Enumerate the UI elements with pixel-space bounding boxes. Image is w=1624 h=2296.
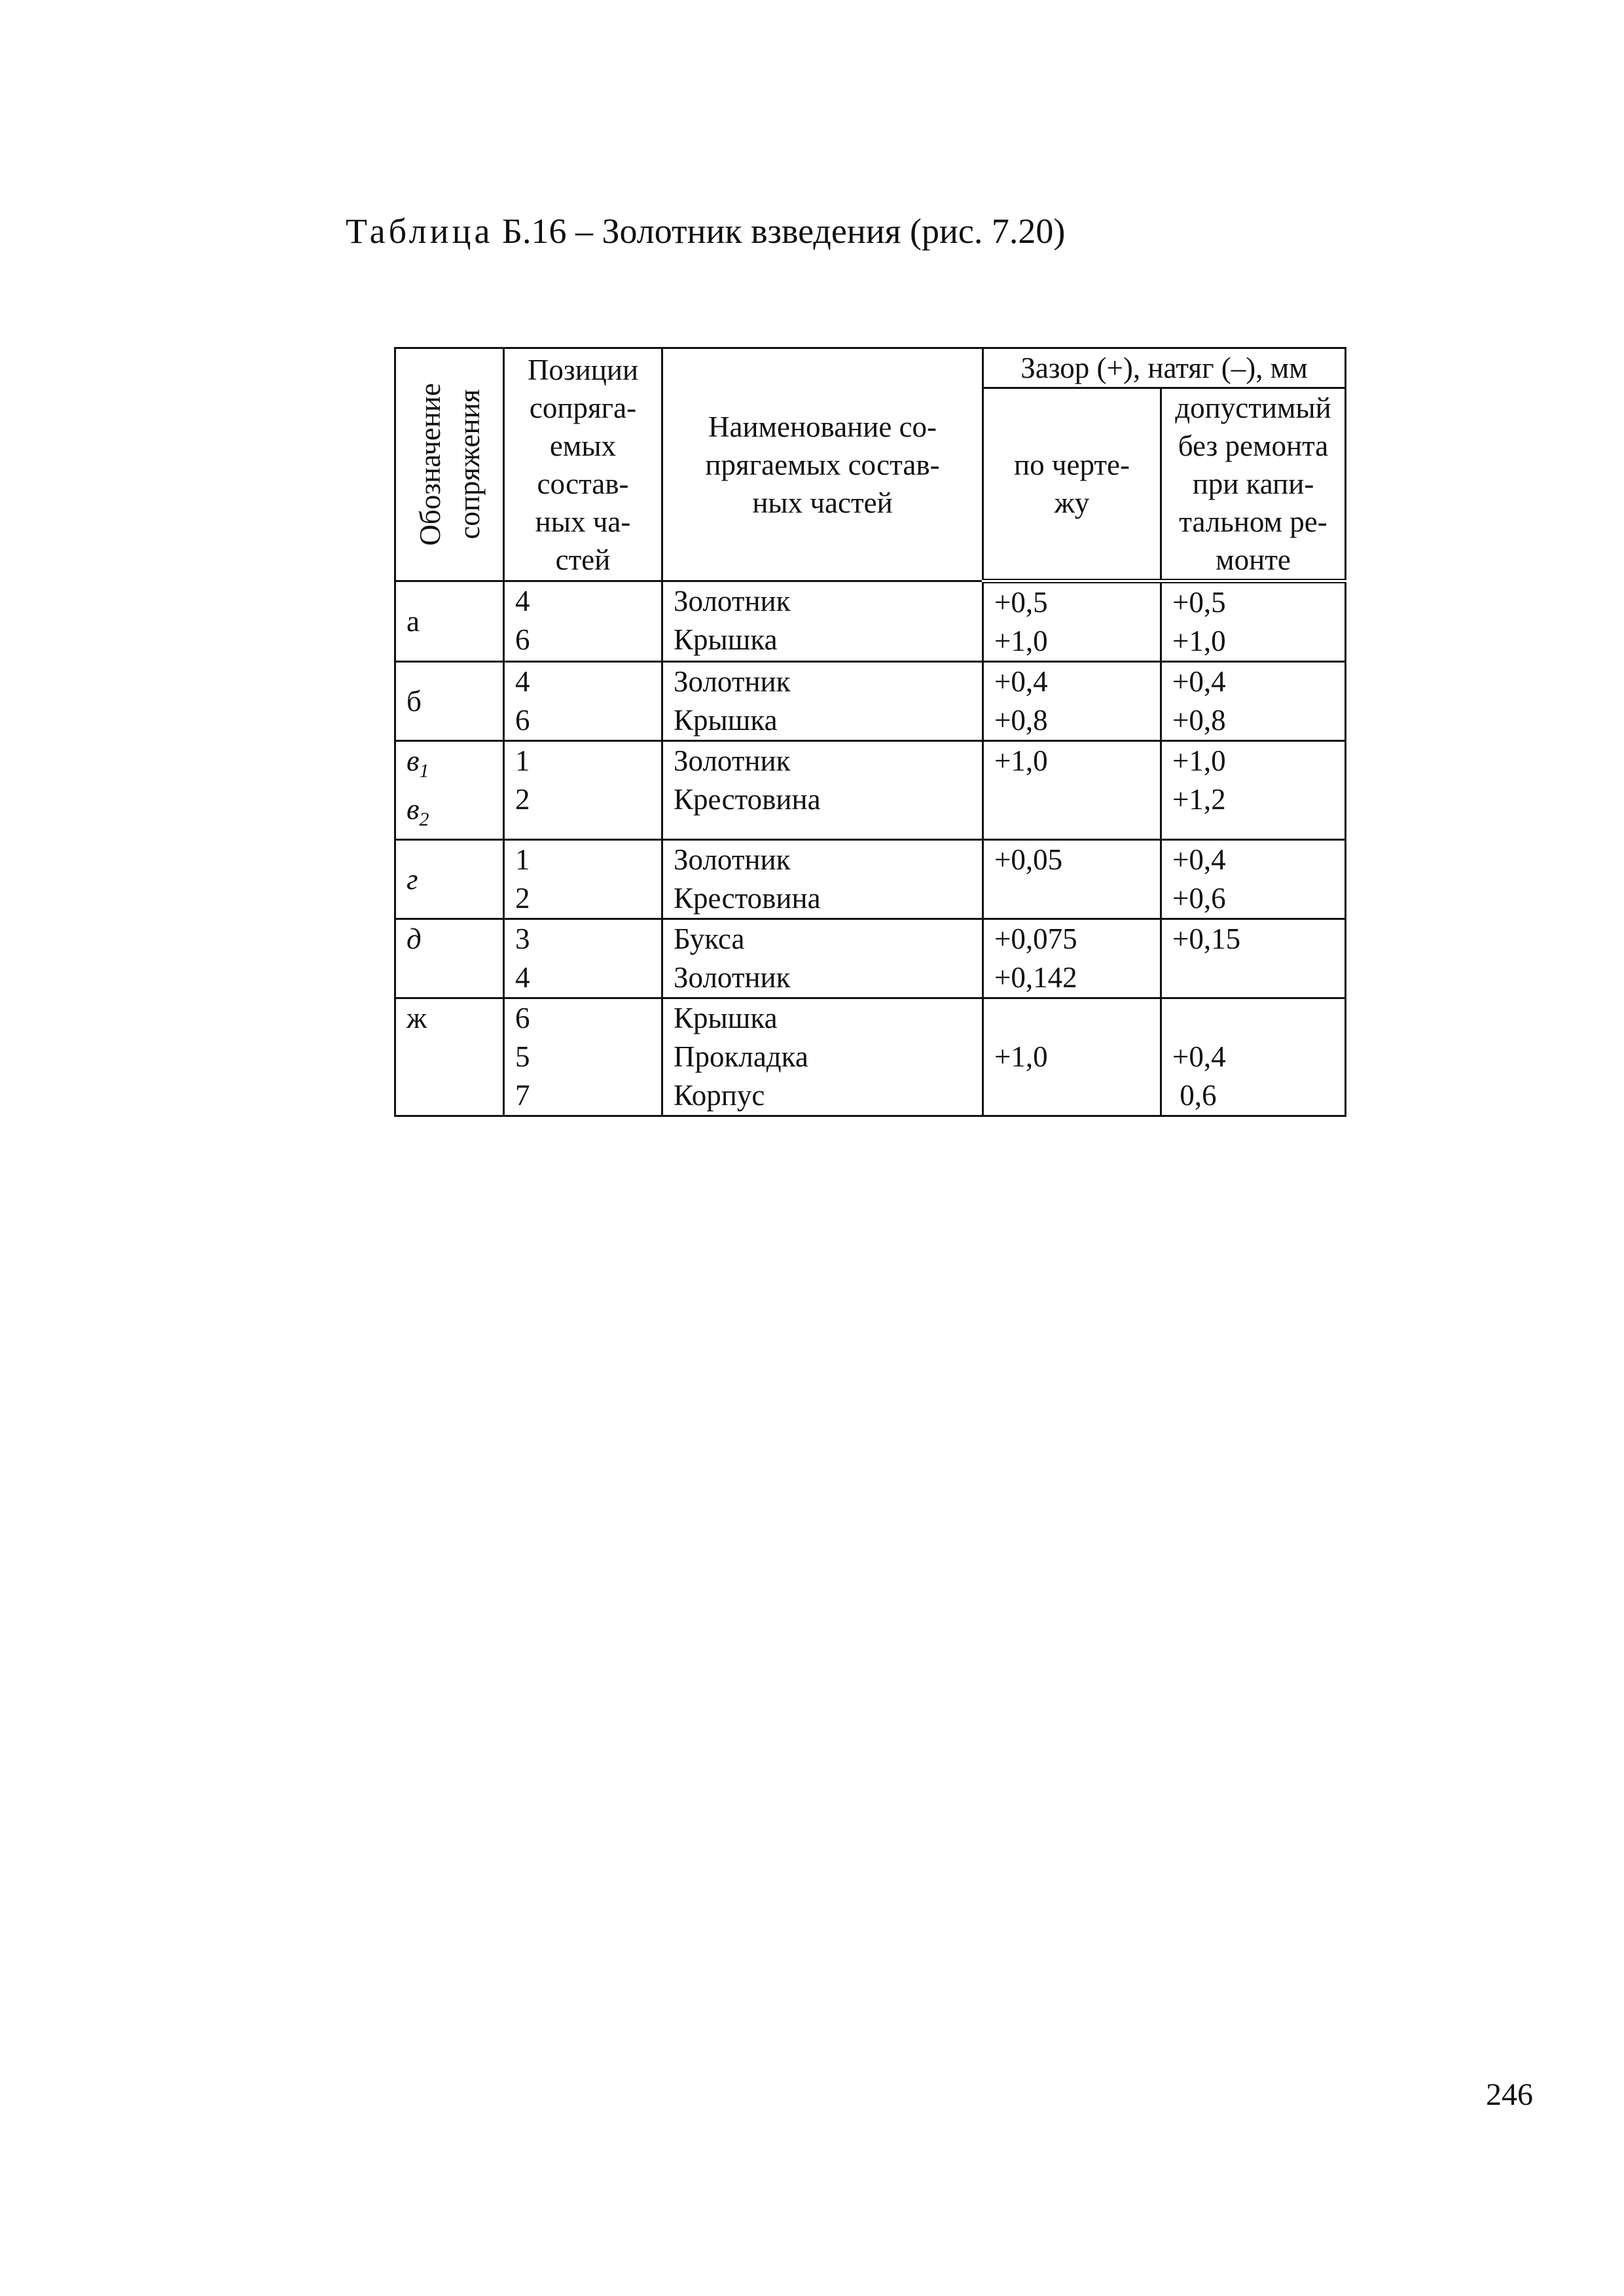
header-by-drawing-line: жу [1054,486,1090,519]
header-positions-line: стей [555,543,611,576]
cell-allowed-value [1172,999,1334,1038]
cell-allowed [1161,741,1346,840]
cell-part-name-value: Крышка [674,704,778,737]
cell-code [395,998,504,1116]
header-allowed-line: при капи- [1192,467,1314,500]
cell-position-value: 5 [515,1040,530,1073]
cell-position [504,741,662,840]
cell-allowed-value: +0,6 [1172,882,1226,915]
header-positions [504,348,662,581]
cell-allowed-value: +0,4 [1172,665,1226,698]
header-positions-line: ных ча- [535,505,631,538]
header-by-drawing-line: по черте- [1014,448,1130,481]
cell-by-drawing-value: +0,05 [994,843,1063,876]
cell-part-name-value: Крестовина [674,882,821,915]
cell-position-value: 4 [515,961,530,994]
cell-part-name [662,581,983,662]
cell-part-name-value: Крышка [674,1002,778,1034]
header-designation [395,348,504,581]
cell-allowed [1161,840,1346,919]
cell-by-drawing-value: +1,0 [994,1040,1048,1073]
header-positions-line: состав- [537,467,629,500]
cell-position-value: 4 [515,585,530,617]
header-positions-line: сопряга- [529,391,637,424]
table-row [395,919,1346,998]
header-part-name-line: ных частей [752,486,893,519]
cell-position-value: 3 [515,922,530,955]
page-number: 246 [1486,2077,1533,2112]
header-by-drawing [983,388,1161,581]
cell-part-name-value: Крышка [674,623,778,656]
cell-code-value: а [406,604,420,638]
cell-by-drawing-value [994,1076,1149,1115]
cell-by-drawing [983,840,1161,919]
table-row [395,840,1346,919]
cell-by-drawing [983,919,1161,998]
cell-by-drawing-value: +0,075 [994,922,1077,955]
cell-allowed [1161,919,1346,998]
cell-code-value: б [406,684,422,718]
cell-part-name [662,840,983,919]
cell-by-drawing-value: +0,5 [994,586,1048,619]
cell-code [395,741,504,840]
cell-position [504,662,662,741]
cell-part-name-value: Золотник [674,843,791,876]
cell-part-name-value: Золотник [674,665,791,698]
header-allowed-line: без ремонта [1178,429,1329,462]
cell-part-name [662,662,983,741]
cell-code-value: $в_1$ [406,744,429,782]
cell-position-value: 6 [515,1002,530,1034]
header-designation-text [410,383,489,546]
cell-allowed-value: +0,4 [1172,843,1226,876]
cell-part-name-value: Букса [674,922,745,955]
cell-code-value: г [406,862,418,896]
cell-part-name-value: Корпус [674,1079,765,1112]
cell-by-drawing [983,581,1161,662]
table-title-prefix: Таблица [346,211,494,251]
header-allowed-line: тальном ре- [1179,505,1327,538]
cell-part-name [662,919,983,998]
cell-part-name-value: Золотник [674,744,791,777]
table-title [346,208,1065,254]
cell-position-value: 2 [515,882,530,915]
cell-part-name [662,998,983,1116]
cell-code [395,840,504,919]
cell-position [504,998,662,1116]
cell-by-drawing-value: +1,0 [994,744,1048,777]
header-part-name [662,348,983,581]
cell-part-name-value: Крестовина [674,783,821,816]
cell-by-drawing-value [994,879,1149,918]
table-row [395,998,1346,1116]
cell-by-drawing-value: +1,0 [994,625,1048,657]
cell-by-drawing-value [994,780,1149,819]
cell-allowed [1161,662,1346,741]
cell-by-drawing-value: +0,8 [994,704,1048,737]
cell-part-name [662,741,983,840]
cell-by-drawing [983,998,1161,1116]
cell-position [504,919,662,998]
table-row [395,581,1346,662]
cell-by-drawing-value [994,999,1149,1038]
cell-allowed [1161,581,1346,662]
cell-position [504,581,662,662]
table-title-text: Б.16 – Золотник взведения (рис. 7.20) [493,211,1066,251]
cell-allowed-value: +0,8 [1172,704,1226,737]
header-positions-line: Позиции [527,353,639,386]
cell-allowed-value: 0,6 [1172,1079,1217,1112]
cell-part-name-value: Золотник [674,585,791,617]
cell-allowed-value: +0,5 [1172,586,1226,619]
header-designation-line: сопряжения [452,389,486,540]
header-positions-line: емых [549,429,617,462]
header-allowed-line: допустимый [1175,392,1331,424]
cell-part-name-value: Золотник [674,961,791,994]
cell-allowed-value [1172,958,1334,997]
cell-code [395,662,504,741]
cell-position-value: 1 [515,744,530,777]
cell-position-value: 2 [515,783,530,816]
cell-position [504,840,662,919]
cell-allowed-value: +1,0 [1172,625,1226,657]
header-allowed-line: монте [1216,543,1291,576]
cell-code-value: д [406,922,422,955]
cell-code [395,581,504,662]
cell-position-value: 7 [515,1079,530,1112]
cell-allowed [1161,998,1346,1116]
cell-by-drawing [983,741,1161,840]
cell-by-drawing [983,662,1161,741]
table-row [395,741,1346,840]
cell-by-drawing-value: +0,142 [994,961,1077,994]
header-gap-group: Зазор (+), натяг (–), мм [983,348,1346,388]
cell-position-value: 4 [515,665,530,698]
table-row [395,662,1346,741]
header-allowed [1161,388,1346,581]
cell-code [395,919,504,998]
header-part-name-line: Наименование со- [708,410,937,443]
header-designation-line: Обозначение [413,383,446,546]
cell-position-value: 1 [515,843,530,876]
cell-code-value: $в_2$ [406,793,429,830]
cell-by-drawing-value: +0,4 [994,665,1048,698]
cell-allowed-value: +1,0 [1172,744,1226,777]
cell-allowed-value: +1,2 [1172,783,1226,816]
header-part-name-line: прягаемых состав- [705,448,940,481]
cell-position-value: 6 [515,704,530,737]
cell-code-value: ж [406,1002,427,1034]
cell-position-value: 6 [515,623,530,656]
cell-allowed-value: +0,4 [1172,1040,1226,1073]
cell-allowed-value: +0,15 [1172,922,1241,955]
data-table [394,347,1346,1117]
cell-part-name-value: Прокладка [674,1040,808,1073]
